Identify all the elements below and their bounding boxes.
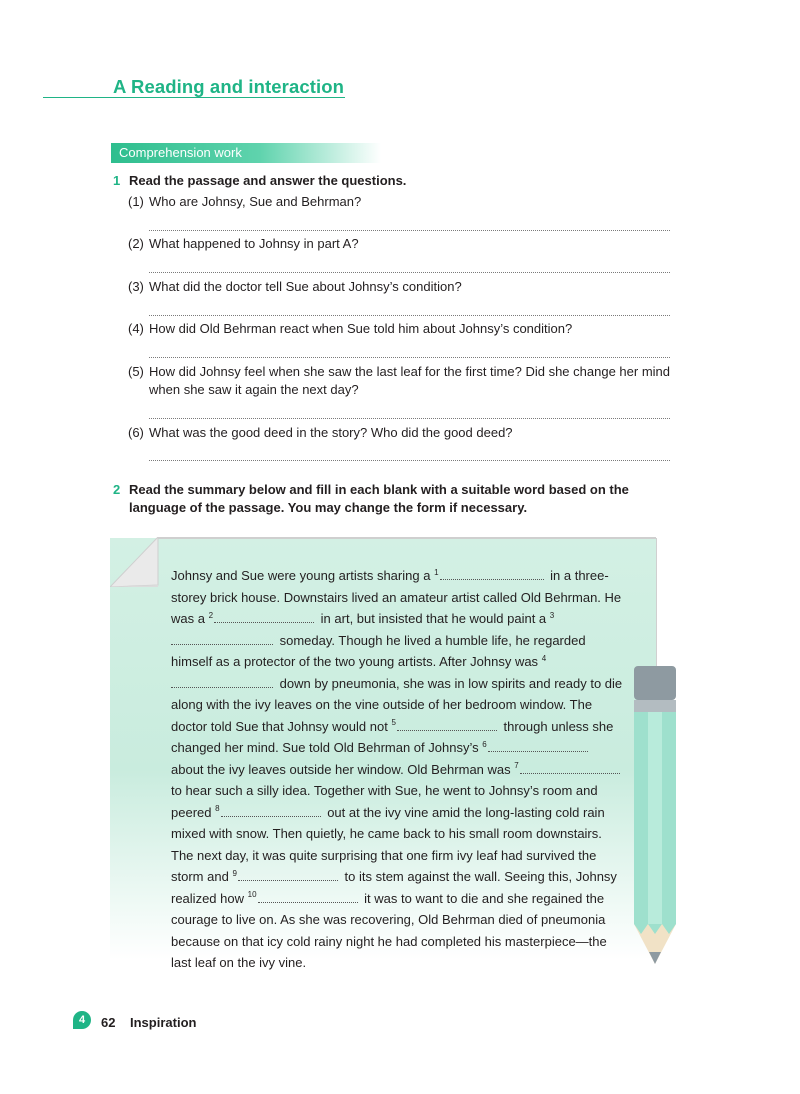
answer-line-3[interactable] [149,315,670,316]
task-1-heading [113,172,649,190]
blank-number: 7 [514,761,519,771]
answer-line-5[interactable] [149,418,670,419]
answer-line-6[interactable] [149,460,670,461]
question-text: What was the good deed in the story? Who did the good deed? [149,425,513,440]
summary-text: in art, but insisted that he would paint a [320,611,547,626]
task-1-number: 1 [113,173,121,188]
question-number: (4) [128,321,144,336]
blank-number: 8 [215,804,220,814]
summary-text: someday. Though he lived a humble life, he regarded himself as a protector of the two young artists. After Johnsy was [171,632,586,669]
blank-6[interactable] [488,741,588,752]
blank-number: 1 [434,567,439,577]
summary-text: out at the ivy vine amid the long-lasting cold rain mixed with snow. Then quietly, he came back to his small room downstairs. The next day, it was quite surprising that one firm ivy leaf had survived the storm and [171,804,605,884]
question-text: What did the doctor tell Sue about Johnsy’s condition? [149,279,462,294]
blank-number: 4 [541,653,547,663]
summary-text: down by pneumonia, she was in low spirits and ready to die along with the ivy leaves on the vine outside of her bedroom window. The doctor told Sue that Johnsy would not [171,675,623,734]
blank-5[interactable] [397,720,497,731]
blank-9[interactable] [238,870,338,881]
question-1 [128,193,678,211]
question-text: Who are Johnsy, Sue and Behrman? [149,194,362,209]
blank-number: 6 [482,739,487,749]
section-rule [43,97,345,98]
question-4 [128,320,678,338]
summary-passage [171,565,623,974]
summary-text: Johnsy and Sue were young artists sharing a [171,568,431,583]
comprehension-banner [111,143,381,163]
pencil-icon [632,666,678,978]
question-number: (5) [128,364,144,379]
question-number: (6) [128,425,144,440]
folded-corner-icon [110,537,160,587]
blank-10[interactable] [258,892,358,903]
question-text: How did Johnsy feel when she saw the last leaf for the first time? Did she change her mind when she saw it again the next day? [149,364,670,397]
blank-3[interactable] [171,634,273,645]
section-title: A Reading and interaction [113,76,345,97]
summary-text: to its stem against the wall. Seeing this, Johnsy realized how [171,869,617,906]
blank-number: 2 [208,610,214,620]
blank-number: 3 [549,610,555,620]
blank-number: 5 [391,718,396,728]
task-2-number: 2 [113,482,121,497]
question-5 [128,363,678,399]
task-2-instruction: Read the summary below and fill in each blank with a suitable word based on the language of the passage. You may change the form if necessary. [129,482,629,515]
blank-4[interactable] [171,677,273,688]
summary-text: it was to want to die and she regained the courage to live on. As she was recovering, Old Behrman died of pneumonia because on that icy cold rainy night he had completed his masterpiece—the last leaf on the ivy vine. [171,890,607,970]
question-text: What happened to Johnsy in part A? [149,236,359,251]
question-3 [128,278,678,296]
summary-text: in a three-storey brick house. Downstairs lived an amateur artist called Old Behrman. He was a [171,568,622,626]
question-2 [128,235,678,253]
summary-text: through unless she changed her mind. Sue told Old Behrman of Johnsy’s [171,718,614,755]
blank-number: 9 [232,868,237,878]
blank-7[interactable] [520,763,620,774]
blank-1[interactable] [440,569,544,580]
unit-badge: 4 [73,1011,91,1029]
question-text: How did Old Behrman react when Sue told him about Johnsy’s condition? [149,321,573,336]
summary-text: about the ivy leaves outside her window. Old Behrman was [171,761,511,777]
answer-line-1[interactable] [149,230,670,231]
footer-label: Inspiration [130,1015,197,1030]
comprehension-banner-label: Comprehension work [119,145,242,160]
blank-2[interactable] [214,612,314,623]
question-6 [128,424,678,442]
answer-line-4[interactable] [149,357,670,358]
summary-text: to hear such a silly idea. Together with Sue, he went to Johnsy’s room and peered [171,783,598,820]
page-number: 62 [101,1015,116,1030]
blank-number: 10 [247,890,257,900]
blank-8[interactable] [221,806,321,817]
task-1-instruction: Read the passage and answer the questions. [129,173,407,188]
task-2-heading [113,481,649,517]
question-number: (1) [128,194,144,209]
answer-line-2[interactable] [149,272,670,273]
question-number: (2) [128,236,144,251]
summary-card-edge [158,537,656,539]
question-number: (3) [128,279,144,294]
